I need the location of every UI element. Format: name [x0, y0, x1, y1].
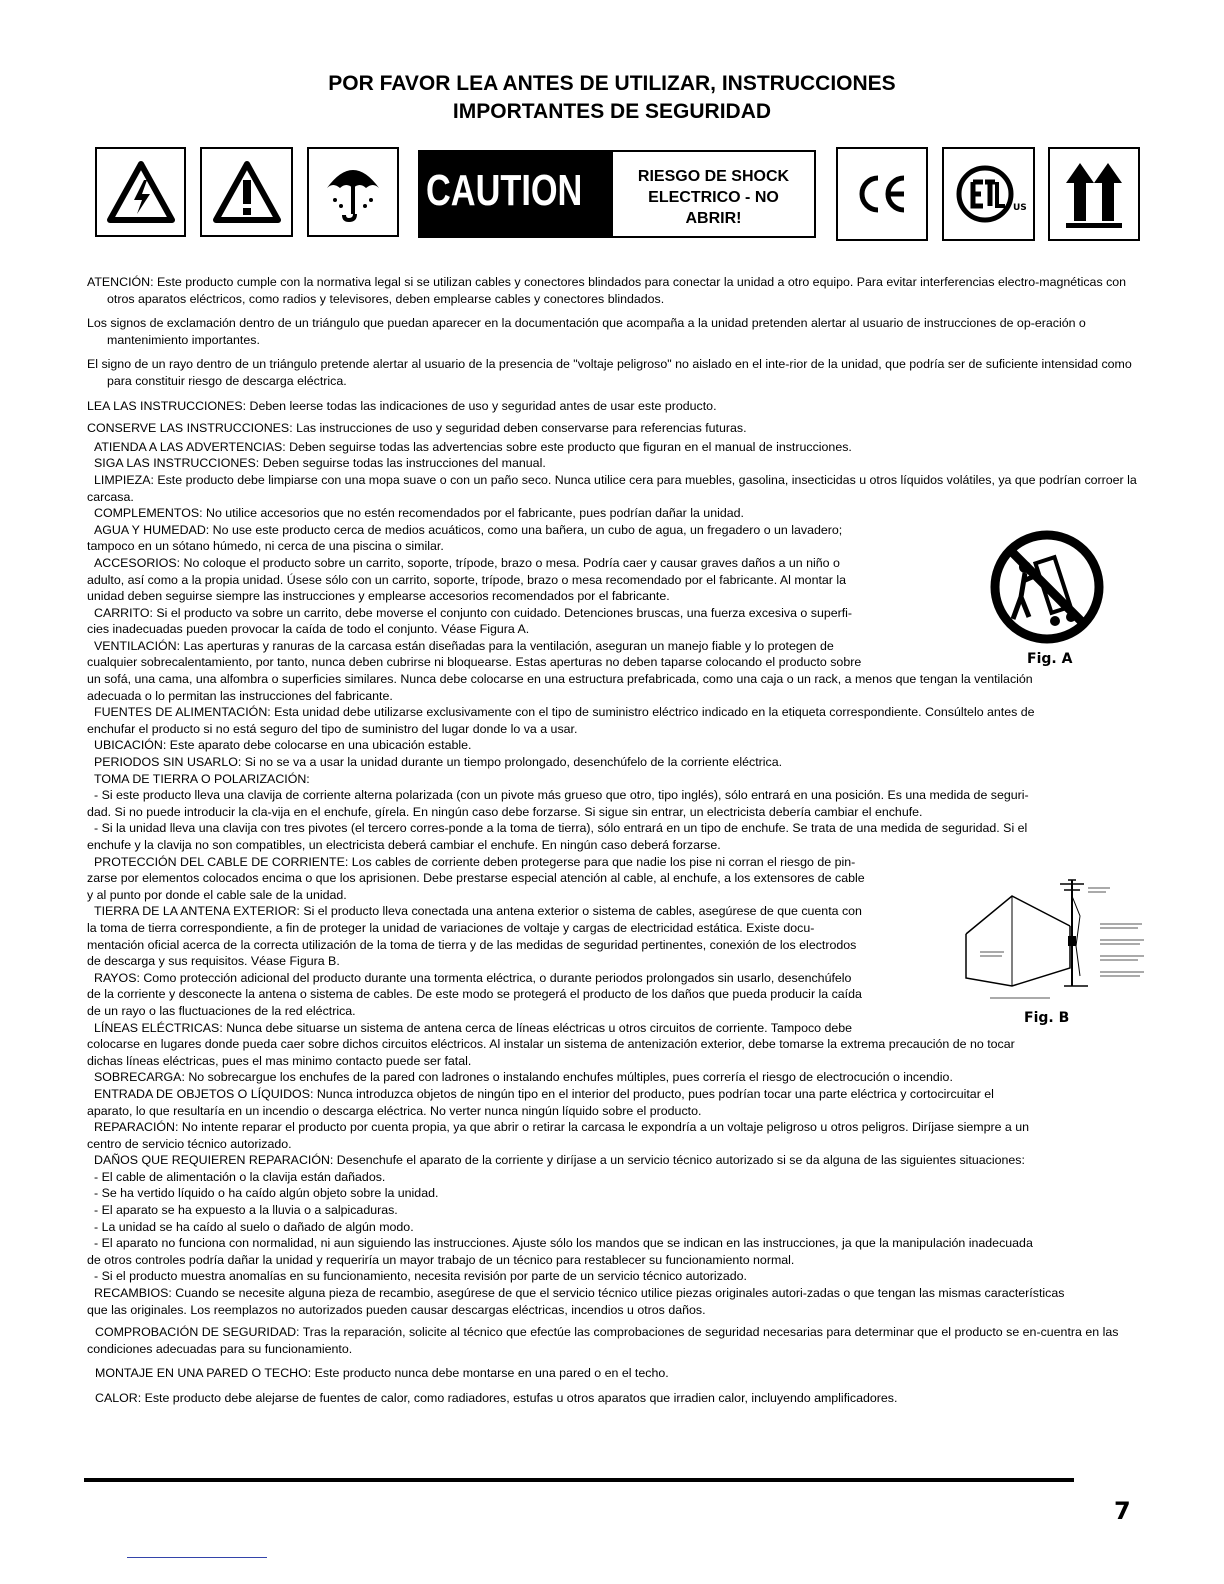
- title-line-1: POR FAVOR LEA ANTES DE UTILIZAR, INSTRUCCIONES: [328, 72, 896, 95]
- figure-b: [960, 876, 1150, 1026]
- instruction-paragraph: - El aparato no funciona con normalidad, ni aun siguiendo las instrucciones. Ajuste sólo los mandos que se indican en las instrucciones, ja que la manipulación inadecuada de otros controles podría dañar la unidad y requeriría un mayor trabajo de un técnico para restablecer su funcionamiento normal.: [87, 1236, 1033, 1267]
- shock-line-3: ABRIR!: [685, 210, 742, 227]
- instruction-paragraph: AGUA Y HUMEDAD: No use este producto cerca de medios acuáticos, como una bañera, un cubo de agua, un fregadero o un lavadero; tampoco en un sótano húmedo, ni cerca de una piscina o similar.: [87, 522, 843, 554]
- instruction-paragraph: RECAMBIOS: Cuando se necesite alguna pieza de recambio, asegúrese de que el servicio técnico utilice piezas originales autori-zadas o que tengan las mismas características que las originales. Los reemplazos no autorizados pueden causar descargas eléctricas, incendios u otros daños.: [87, 1286, 1065, 1317]
- instruction-paragraph: RAYOS: Como protección adicional del producto durante una tormenta eléctrica, o durante periodos prolongados sin usarlo, desenchúfelo de la corriente y desconecte la antena o sistema de cables. De este modo se protegerá el producto de los daños que pueda producir la caída de un rayo o las fluctuaciones de la red eléctrica.: [87, 970, 862, 1018]
- shock-line-2: ELECTRICO - NO: [648, 189, 779, 206]
- instruction-paragraph: COMPLEMENTOS: No utilice accesorios que no estén recomendados por el fabricante, pues podrían dañar la unidad.: [94, 506, 744, 521]
- instruction-paragraph: ACCESORIOS: No coloque el producto sobre un carrito, soporte, trípode, brazo o mesa. Podría caer y causar graves daños a un niño o adulto, así como a la propia unidad. Úsese sólo con un carrito, soporte, trípode, brazo o mesa recomendado por el fabricante. Al montar la unidad deben seguirse siempre las instrucciones y emplearse accesorios recomendados por el fabricante.: [87, 555, 847, 604]
- instruction-paragraph: UBICACIÓN: Este aparato debe colocarse en una ubicación estable.: [94, 738, 472, 753]
- title-line-2: IMPORTANTES DE SEGURIDAD: [452, 100, 772, 123]
- instruction-paragraph: ATIENDA A LAS ADVERTENCIAS: Deben seguirse todas las advertencias sobre este producto que figuran en el manual de instrucciones.: [94, 439, 852, 454]
- notice-paragraph: ATENCIÓN: Este producto cumple con la normativa legal si se utilizan cables y conectores blindados para conectar la unidad a otro equipo. Para evitar interferencias electro-magnéticas con otros aparatos eléctricos, como radios y televisores, deben emplearse cables y conectores blindados.: [87, 275, 1127, 306]
- instruction-paragraph: - El aparato se ha expuesto a la lluvia o a salpicaduras.: [94, 1203, 398, 1218]
- instruction-paragraph: LIMPIEZA: Este producto debe limpiarse con una mopa suave o con un paño seco. Nunca utilice cera para muebles, gasolina, insecticidas u otros líquidos volátiles, ya que podrían corroer la carcasa.: [87, 472, 1137, 504]
- figure-a: [985, 527, 1115, 667]
- caution-label-box: [418, 150, 816, 238]
- instruction-paragraph: SIGA LAS INSTRUCCIONES: Deben seguirse todas las instrucciones del manual.: [94, 456, 546, 471]
- instruction-paragraph: - Se ha vertido líquido o ha caído algún objeto sobre la unidad.: [94, 1186, 439, 1201]
- page-title: [0, 70, 1224, 126]
- instruction-paragraph: LÍNEAS ELÉCTRICAS: Nunca debe situarse un sistema de antena cerca de líneas eléctricas u otros circuitos de corriente. Tampoco debe colocarse en lugares donde pueda caer sobre dichos circuitos eléctricos. Al instalar un sistema de antenización exterior, debe tomarse la extrema precaución de no tocar dichas líneas eléctricas, pues el mas minimo contacto puede ser fatal.: [87, 1020, 1015, 1068]
- instruction-paragraph: - La unidad se ha caído al suelo o dañado de algún modo.: [94, 1219, 414, 1234]
- instruction-paragraph: VENTILACIÓN: Las aperturas y ranuras de la carcasa están diseñadas para la ventilación, aseguran un manejo fiable y lo protegen de cualquier sobrecalentamiento, por tanto, nunca deben cubrirse ni bloquearse. Estas aperturas no deben taparse colocando el producto sobre un sofá, una cama, una alfombra o superficies similares. Nunca debe colocarse en una estructura prefabricada, como una caja o un rack, a menos que tengan la ventilación adecuada o lo permitan las instrucciones del fabricante.: [87, 638, 1033, 703]
- closing-paragraph: COMPROBACIÓN DE SEGURIDAD: Tras la reparación, solicite al técnico que efectúe las comprobaciones de seguridad necesarias para determinar que el producto se en-cuentra en las condiciones adecuadas para su funcionamiento.: [87, 1325, 1119, 1356]
- instruction-paragraph: - Si este producto lleva una clavija de corriente alterna polarizada (con un pivote más grueso que otro, tipo inglés), sólo entrará en una posición. Es una medida de seguri- dad. Si no puede introducir la cla-vija en el enchufe, gírela. En ningún caso debe forzarse. Si sigue sin entrar, un electricista debería cambiar el enchufe.: [87, 788, 1029, 819]
- closing-paragraph: CALOR: Este producto debe alejarse de fuentes de calor, como radiadores, estufas u otros aparatos que irradien calor, incluyendo amplificadores.: [95, 1391, 898, 1405]
- instruction-paragraph: - Si la unidad lleva una clavija con tres pivotes (el tercero corres-ponde a la toma de tierra), sólo entrará en un tipo de enchufe. Se trata de una medida de seguridad. Si el enchufe y la clavija no son compatibles, un electricista deberá cambiar el enchufe. En ningún caso deberá forzarse.: [87, 821, 1028, 852]
- this-side-up-arrows-icon: [1048, 147, 1140, 241]
- fig-a-label: Fig. A: [1027, 651, 1073, 667]
- instruction-paragraph: FUENTES DE ALIMENTACIÓN: Esta unidad debe utilizarse exclusivamente con el tipo de suministro eléctrico indicado en la etiqueta correspondiente. Consúltelo antes de enchufar el producto si no está seguro del tipo de suministro del lugar donde lo va a usar.: [87, 705, 1035, 736]
- instruction-paragraph: TOMA DE TIERRA O POLARIZACIÓN:: [94, 771, 310, 786]
- ce-mark-icon: [836, 147, 928, 241]
- instruction-paragraph: DAÑOS QUE REQUIEREN REPARACIÓN: Desenchufe el aparato de la corriente y diríjase a un servicio técnico autorizado si se da alguna de las siguientes situaciones:: [94, 1153, 1025, 1168]
- lightning-triangle-icon: [95, 147, 186, 237]
- tipping-cart-icon: [985, 527, 1115, 647]
- notice-paragraph: LEA LAS INSTRUCCIONES: Deben leerse todas las indicaciones de uso y seguridad antes de usar este producto.: [87, 398, 717, 413]
- shock-warning: [613, 152, 814, 236]
- instruction-paragraph: CARRITO: Si el producto va sobre un carrito, debe moverse el conjunto con cuidado. Detenciones bruscas, una fuerza excesiva o superfi- cies inadecuadas pueden provocar la caída de todo el conjunto. Véase Figura A.: [87, 605, 853, 637]
- instruction-paragraph: - El cable de alimentación o la clavija están dañados.: [94, 1169, 386, 1184]
- notice-paragraph: Los signos de exclamación dentro de un triángulo que puedan aparecer en la documentación que acompaña a la unidad pretenden alertar al usuario de instrucciones de op-eración o mantenimiento importantes.: [87, 316, 1086, 347]
- page-number: 7: [1114, 1497, 1131, 1525]
- safety-instructions: [87, 274, 1151, 1415]
- instruction-paragraph: REPARACIÓN: No intente reparar el producto por cuenta propia, ya que abrir o retirar la carcasa le expondría a un voltaje peligroso u otros peligros. Diríjase siempre a un centro de servicio técnico autorizado.: [87, 1120, 1030, 1151]
- umbrella-icon: [307, 147, 399, 237]
- fig-b-label: Fig. B: [1024, 1010, 1070, 1026]
- caution-banner: [420, 152, 613, 236]
- antenna-grounding-diagram: [960, 876, 1150, 1004]
- svg-text:US: US: [1012, 203, 1027, 213]
- instruction-paragraph: PERIODOS SIN USARLO: Si no se va a usar la unidad durante un tiempo prolongado, desenchúfelo de la corriente eléctrica.: [94, 755, 783, 770]
- instruction-paragraph: ENTRADA DE OBJETOS O LÍQUIDOS: Nunca introduzca objetos de ningún tipo en el interior del producto, pues podrían tocar una parte eléctrica y cortocircuitar el aparato, lo que resultaría en un incendio o descarga eléctrica. No verter nunca ningún líquido sobre el producto.: [87, 1086, 994, 1118]
- shock-line-1: RIESGO DE SHOCK: [637, 168, 790, 185]
- notice-paragraph: El signo de un rayo dentro de un triángulo pretende alertar al usuario de la presencia de "voltaje peligroso" no aislado en el inte-rior de la unidad, que podría ser de suficiente intensidad como para constituir riesgo de descarga eléctrica.: [87, 357, 1132, 388]
- closing-list: [87, 1324, 1151, 1406]
- instruction-paragraph: SOBRECARGA: No sobrecargue los enchufes de la pared con ladrones o instalando enchufes múltiples, pues correría el riesgo de electrocución o incendio.: [94, 1070, 953, 1085]
- caution-label: CAUTION: [426, 166, 583, 215]
- notice-paragraph: CONSERVE LAS INSTRUCCIONES: Las instrucciones de uso y seguridad deben conservarse para referencias futuras.: [87, 421, 747, 436]
- footer-rule: [84, 1478, 1074, 1482]
- instruction-paragraph: TIERRA DE LA ANTENA EXTERIOR: Si el producto lleva conectada una antena exterior o sistema de cables, asegúrese de que cuenta con la toma de tierra correspondiente, a fin de proteger la unidad de variaciones de voltaje y cargas de electricidad estática. Existe docu- mentación oficial acerca de la correcta utilización de la toma de tierra y de las medidas de seguridad pertinentes, conexión de los electrodos de descarga y sus requisitos. Véase Figura B.: [87, 904, 862, 969]
- instruction-paragraph: PROTECCIÓN DEL CABLE DE CORRIENTE: Los cables de corriente deben protegerse para que nadie los pise ni corran el riesgo de pin- zarse por elementos colocados encima o que los aprisionen. Debe prestarse especial atención al cable, al enchufe, a los extensores de cable y al punto por donde el cable sale de la unidad.: [87, 854, 865, 902]
- exclamation-triangle-icon: [200, 147, 293, 237]
- instruction-paragraph: - Si el producto muestra anomalías en su funcionamiento, necesita revisión por parte de un servicio técnico autorizado.: [94, 1269, 747, 1284]
- etl-listed-icon: [942, 147, 1035, 241]
- closing-paragraph: MONTAJE EN UNA PARED O TECHO: Este producto nunca debe montarse en una pared o en el techo.: [95, 1366, 669, 1381]
- footer-link-underline: [127, 1557, 267, 1558]
